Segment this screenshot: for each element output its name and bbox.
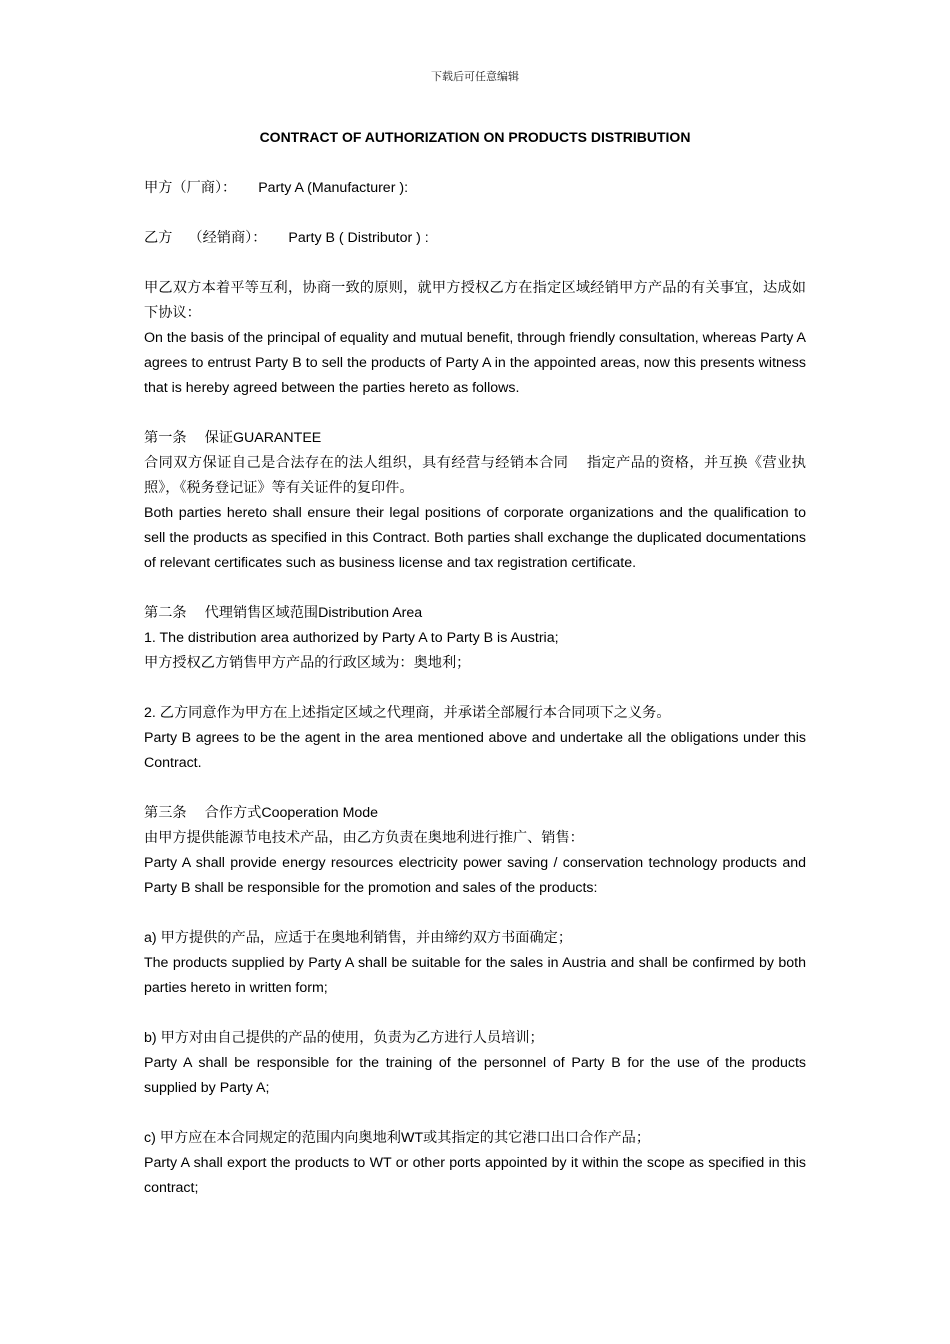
article-2-number: 第二条: [144, 605, 187, 621]
party-a-label-en: Party A (Manufacturer ):: [258, 180, 409, 196]
article-3-item-b-zh: 甲方对由自己提供的产品的使用，负责为乙方进行人员培训；: [160, 1030, 544, 1046]
article-3-item-a-en: The products supplied by Party A shall be suitable for the sales in Austria and shall be confirmed by both parties hereto in written form;: [144, 955, 806, 996]
article-1-heading: [144, 426, 806, 451]
article-1-heading-en: GUARANTEE: [232, 430, 322, 446]
article-3-item-b-zh-line: [144, 1026, 806, 1051]
article-3-item-c-wt: WT: [400, 1130, 424, 1146]
party-a-line: [144, 176, 806, 201]
article-2-item-2-zh-line: [144, 701, 806, 726]
party-b-line: [144, 226, 806, 251]
article-3-heading-en: Cooperation Mode: [261, 805, 379, 821]
document-body: [144, 126, 806, 1201]
preamble-en: On the basis of the principal of equality and mutual benefit, through friendly consultation, whereas Party A agrees to entrust Party B to sell the products of Party A in the appointed areas, now this presents witness that is hereby agreed between the parties hereto as follows.: [144, 330, 806, 396]
article-3-item-c-en: Party A shall export the products to WT or other ports appointed by it within the scope as specified in this contract;: [144, 1155, 806, 1196]
article-2-item-1-zh: 甲方授权乙方销售甲方产品的行政区域为：奥地利；: [144, 655, 471, 671]
party-b-label-en: Party B ( Distributor ) :: [288, 230, 429, 246]
article-1-zh-part-1: 合同双方保证自己是合法存在的法人组织，具有经营与经销本合同: [144, 455, 569, 471]
article-3-number: 第三条: [144, 805, 187, 821]
preamble-zh: 甲乙双方本着平等互利，协商一致的原则，就甲方授权乙方在指定区域经销甲方产品的有关事宜，达成如下协议：: [144, 280, 806, 321]
article-3-item-a-zh: 甲方提供的产品，应适于在奥地利销售，并由缔约双方书面确定；: [160, 930, 573, 946]
document-title: CONTRACT OF AUTHORIZATION ON PRODUCTS DISTRIBUTION: [259, 129, 691, 145]
article-2-item-2-zh: 乙方同意作为甲方在上述指定区域之代理商，并承诺全部履行本合同项下之义务。: [159, 705, 671, 721]
article-1-heading-zh: 保证: [204, 430, 233, 446]
article-2-heading: [144, 601, 806, 626]
article-1-zh-part-2: 指定产品的资格，并互换《营业执照》，《税务登记证》等有关证件的复印件。: [144, 455, 806, 496]
article-3-item-c-zh-line: [144, 1126, 806, 1151]
article-3-item-b-label: b): [144, 1030, 157, 1046]
article-1-zh: [144, 451, 806, 501]
article-3-item-c-zh-1: 甲方应在本合同规定的范围内向奥地利: [159, 1130, 401, 1146]
article-3-heading: [144, 801, 806, 826]
article-3-intro-zh: 由甲方提供能源节电技术产品，由乙方负责在奥地利进行推广、销售：: [144, 830, 584, 846]
party-b-label-zh-2: （经销商）：: [188, 230, 267, 246]
header-note: 下载后可任意编辑: [431, 70, 519, 83]
article-2-heading-en: Distribution Area: [318, 605, 423, 621]
article-2-item-1-en: 1. The distribution area authorized by Party A to Party B is Austria;: [144, 630, 559, 646]
party-b-label-zh-1: 乙方: [144, 230, 173, 246]
article-2-item-2-label: 2.: [144, 705, 156, 721]
article-3-intro-en: Party A shall provide energy resources electricity power saving / conservation technology products and Party B shall be responsible for the promotion and sales of the products:: [144, 855, 806, 896]
article-3-item-a-zh-line: [144, 926, 806, 951]
article-3-item-b-en: Party A shall be responsible for the training of the personnel of Party B for the use of the products supplied by Party A;: [144, 1055, 806, 1096]
article-3-item-c-zh-2: 或其指定的其它港口出口合作产品；: [423, 1130, 651, 1146]
article-3-heading-zh: 合作方式: [204, 805, 262, 821]
article-1-en: Both parties hereto shall ensure their legal positions of corporate organizations and the qualification to sell the products as specified in this Contract. Both parties shall exchange the duplicated documentations of relevant certificates such as business license and tax registration certificate.: [144, 505, 806, 571]
article-2-heading-zh: 代理销售区域范围: [204, 605, 319, 621]
article-2-item-2-en: Party B agrees to be the agent in the area mentioned above and undertake all the obligations under this Contract.: [144, 730, 806, 771]
article-1-number: 第一条: [144, 430, 187, 446]
article-3-item-a-label: a): [144, 930, 157, 946]
article-3-item-c-label: c): [144, 1130, 156, 1146]
party-a-label-zh: 甲方（厂商）：: [144, 180, 237, 196]
